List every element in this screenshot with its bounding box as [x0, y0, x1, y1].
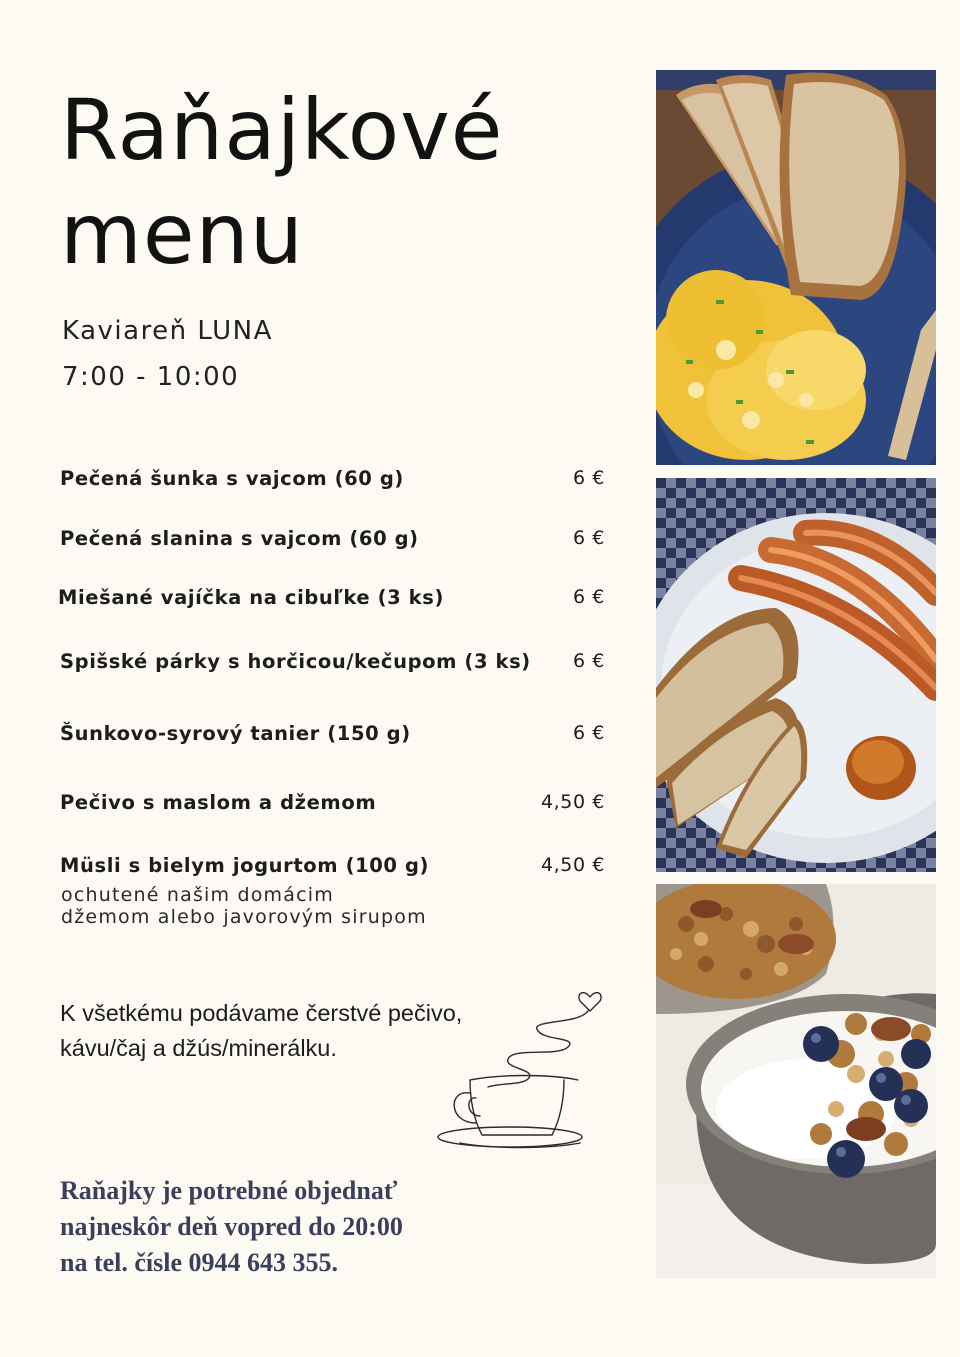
menu-item — [60, 722, 605, 745]
menu-item — [60, 467, 605, 490]
musli-description-line: džemom alebo javorovým sirupom — [61, 906, 427, 928]
title-line-2: menu — [60, 185, 304, 283]
menu-item — [60, 854, 605, 877]
page-title — [60, 78, 503, 286]
menu-item-name: Pečivo s maslom a džemom — [60, 791, 377, 814]
menu-item-name: Šunkovo-syrový tanier (150 g) — [60, 722, 411, 745]
sausages-photo — [656, 478, 936, 872]
menu-item — [60, 791, 605, 814]
menu-item-price: 6 € — [572, 586, 605, 608]
menu-item-name: Miešané vajíčka na cibuľke (3 ks) — [58, 586, 444, 609]
serve-note-line: kávu/čaj a džús/minerálku. — [60, 1035, 337, 1061]
venue-name: Kaviareň LUNA — [62, 316, 273, 346]
menu-item-price: 6 € — [572, 722, 605, 744]
scrambled-eggs-photo — [656, 70, 936, 465]
opening-hours: 7:00 - 10:00 — [62, 362, 240, 392]
menu-item-price: 6 € — [572, 527, 605, 549]
menu-item-price: 4,50 € — [540, 854, 605, 876]
menu-item-price: 4,50 € — [540, 791, 605, 813]
menu-item-name: Müsli s bielym jogurtom (100 g) — [60, 854, 430, 877]
musli-description-line: ochutené našim domácim — [61, 884, 334, 906]
order-note — [60, 1173, 403, 1281]
yogurt-granola-photo — [656, 884, 936, 1278]
menu-item-name: Spišské párky s horčicou/kečupom (3 ks) — [60, 650, 531, 673]
menu-item — [58, 586, 605, 609]
menu-item-price: 6 € — [572, 650, 605, 672]
menu-item-name: Pečená šunka s vajcom (60 g) — [60, 467, 404, 490]
serve-note — [60, 996, 462, 1066]
musli-description — [61, 884, 427, 928]
order-note-line: na tel. čísle 0944 643 355. — [60, 1248, 339, 1277]
serve-note-line: K všetkému podávame čerstvé pečivo, — [60, 1000, 463, 1026]
order-note-line: najneskôr deň vopred do 20:00 — [60, 1212, 403, 1241]
coffee-cup-icon — [430, 985, 610, 1155]
menu-item-name: Pečená slanina s vajcom (60 g) — [60, 527, 419, 550]
order-note-line: Raňajky je potrebné objednať — [60, 1176, 398, 1205]
title-line-1: Raňajkové — [60, 81, 504, 179]
menu-item — [60, 527, 605, 550]
menu-item — [60, 650, 605, 673]
menu-item-price: 6 € — [572, 467, 605, 489]
